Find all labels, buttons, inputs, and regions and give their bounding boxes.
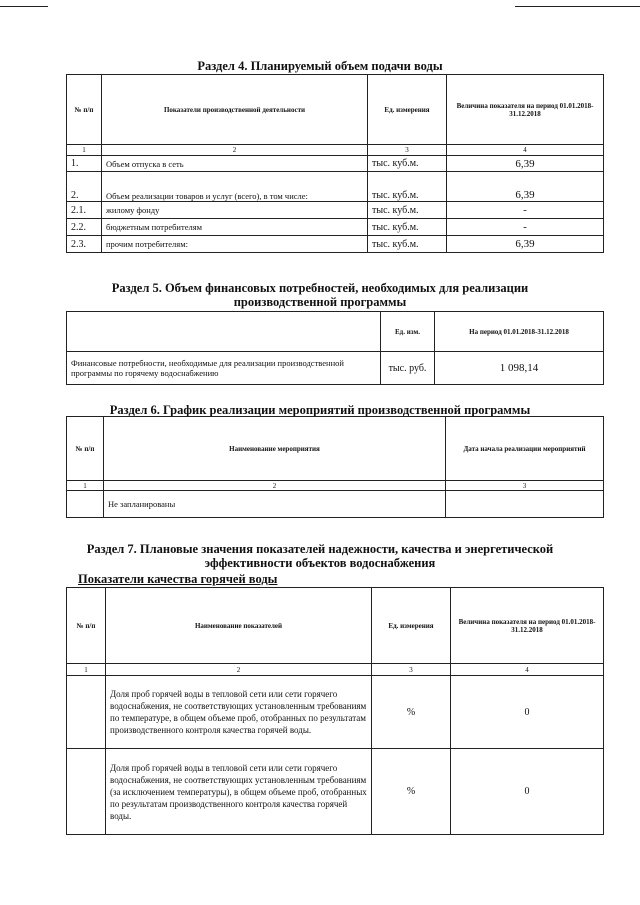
row-num: 2.3. [67,236,102,253]
col-header-name: Наименование показателей [106,588,372,664]
section7-subtitle: Показатели качества горячей воды [78,572,278,586]
row-unit: тыс. куб.м. [368,172,447,202]
table-header-row [67,312,604,352]
col-number: 4 [451,664,604,676]
section5-table [66,311,604,385]
col-number-row [67,145,604,156]
row-value: - [447,219,604,236]
table-row [67,236,604,253]
row-name: бюджетным потребителям [102,219,368,236]
row-unit: % [372,749,451,835]
table-row [67,219,604,236]
col-number: 2 [104,481,446,491]
table-row [67,156,604,172]
row-date [446,491,604,518]
section5-title-line1: Раздел 5. Объем финансовых потребностей, необходимых для реализации [111,281,529,295]
col-header-name [67,312,381,352]
row-value: 6,39 [447,236,604,253]
row-name: Доля проб горячей воды в тепловой сети или сети горячего водоснабжения, не соответствующих установленным требованиям по температуре, в общем объеме проб, отобранных по результатам производственного контроля качества горячей воды. [106,676,372,749]
section7-table [66,587,604,835]
row-name: Доля проб горячей воды в тепловой сети или сети горячего водоснабжения, не соответствующих установленным требованиям (за исключением температуры), в общем объеме проб, отобранных по результатам производственного контроля качества горячей воды. [106,749,372,835]
table-row [67,172,604,202]
row-unit: % [372,676,451,749]
table-row [67,202,604,219]
col-header-name: Показатели производственной деятельности [102,75,368,145]
section7-title [60,542,580,570]
top-rule-right [515,6,640,7]
row-num: 2.1. [67,202,102,219]
section6-title: Раздел 6. График реализации мероприятий производственной программы [109,403,531,417]
col-number: 1 [67,481,104,491]
col-number: 3 [372,664,451,676]
table-row [67,491,604,518]
row-name: Объем отпуска в сеть [102,156,368,172]
row-num: 1. [67,156,102,172]
col-header-value: На период 01.01.2018-31.12.2018 [435,312,604,352]
row-name: жилому фонду [102,202,368,219]
row-name: Объем реализации товаров и услуг (всего), в том числе: [102,172,368,202]
col-header-unit: Ед. измерения [368,75,447,145]
row-unit: тыс. куб.м. [368,219,447,236]
col-header-unit: Ед. измерения [372,588,451,664]
col-header-date: Дата начала реализации мероприятий [446,417,604,481]
col-number-row [67,664,604,676]
row-num: 2.2. [67,219,102,236]
col-header-num: № п/п [67,417,104,481]
col-header-unit: Ед. изм. [381,312,435,352]
col-number: 4 [447,145,604,156]
col-number-row [67,481,604,491]
row-unit: тыс. руб. [381,352,435,385]
table-header-row [67,588,604,664]
col-header-name: Наименование мероприятия [104,417,446,481]
col-number: 3 [446,481,604,491]
row-value: 0 [451,676,604,749]
row-value: 1 098,14 [435,352,604,385]
row-name: Не запланированы [104,491,446,518]
top-rule-left [0,6,48,7]
col-number: 3 [368,145,447,156]
row-value: - [447,202,604,219]
section5-title-line2: производственной программы [233,295,407,309]
col-number: 2 [106,664,372,676]
section6-table [66,416,604,518]
row-unit: тыс. куб.м. [368,236,447,253]
section5-title [60,281,580,309]
section7-title-line1: Раздел 7. Плановые значения показателей надежности, качества и энергетической [86,542,554,556]
col-number: 2 [102,145,368,156]
section7-title-line2: эффективности объектов водоснабжения [204,556,436,570]
section4-table [66,74,604,253]
row-num [67,749,106,835]
col-header-value: Величина показателя на период 01.01.2018-31.12.2018 [451,588,604,664]
col-header-num: № п/п [67,588,106,664]
table-header-row [67,75,604,145]
row-num: 2. [67,172,102,202]
table-row [67,676,604,749]
row-value: 6,39 [447,172,604,202]
table-row [67,352,604,385]
col-number: 1 [67,664,106,676]
row-name: прочим потребителям: [102,236,368,253]
row-value: 6,39 [447,156,604,172]
section4-title: Раздел 4. Планируемый объем подачи воды [197,59,443,73]
row-num [67,491,104,518]
row-unit: тыс. куб.м. [368,202,447,219]
row-unit: тыс. куб.м. [368,156,447,172]
table-header-row [67,417,604,481]
row-name: Финансовые потребности, необходимые для реализации производственной программы по горячему водоснабжению [67,352,381,385]
table-row [67,749,604,835]
col-header-num: № п/п [67,75,102,145]
row-value: 0 [451,749,604,835]
col-number: 1 [67,145,102,156]
row-num [67,676,106,749]
col-header-value: Величина показателя на период 01.01.2018-31.12.2018 [447,75,604,145]
